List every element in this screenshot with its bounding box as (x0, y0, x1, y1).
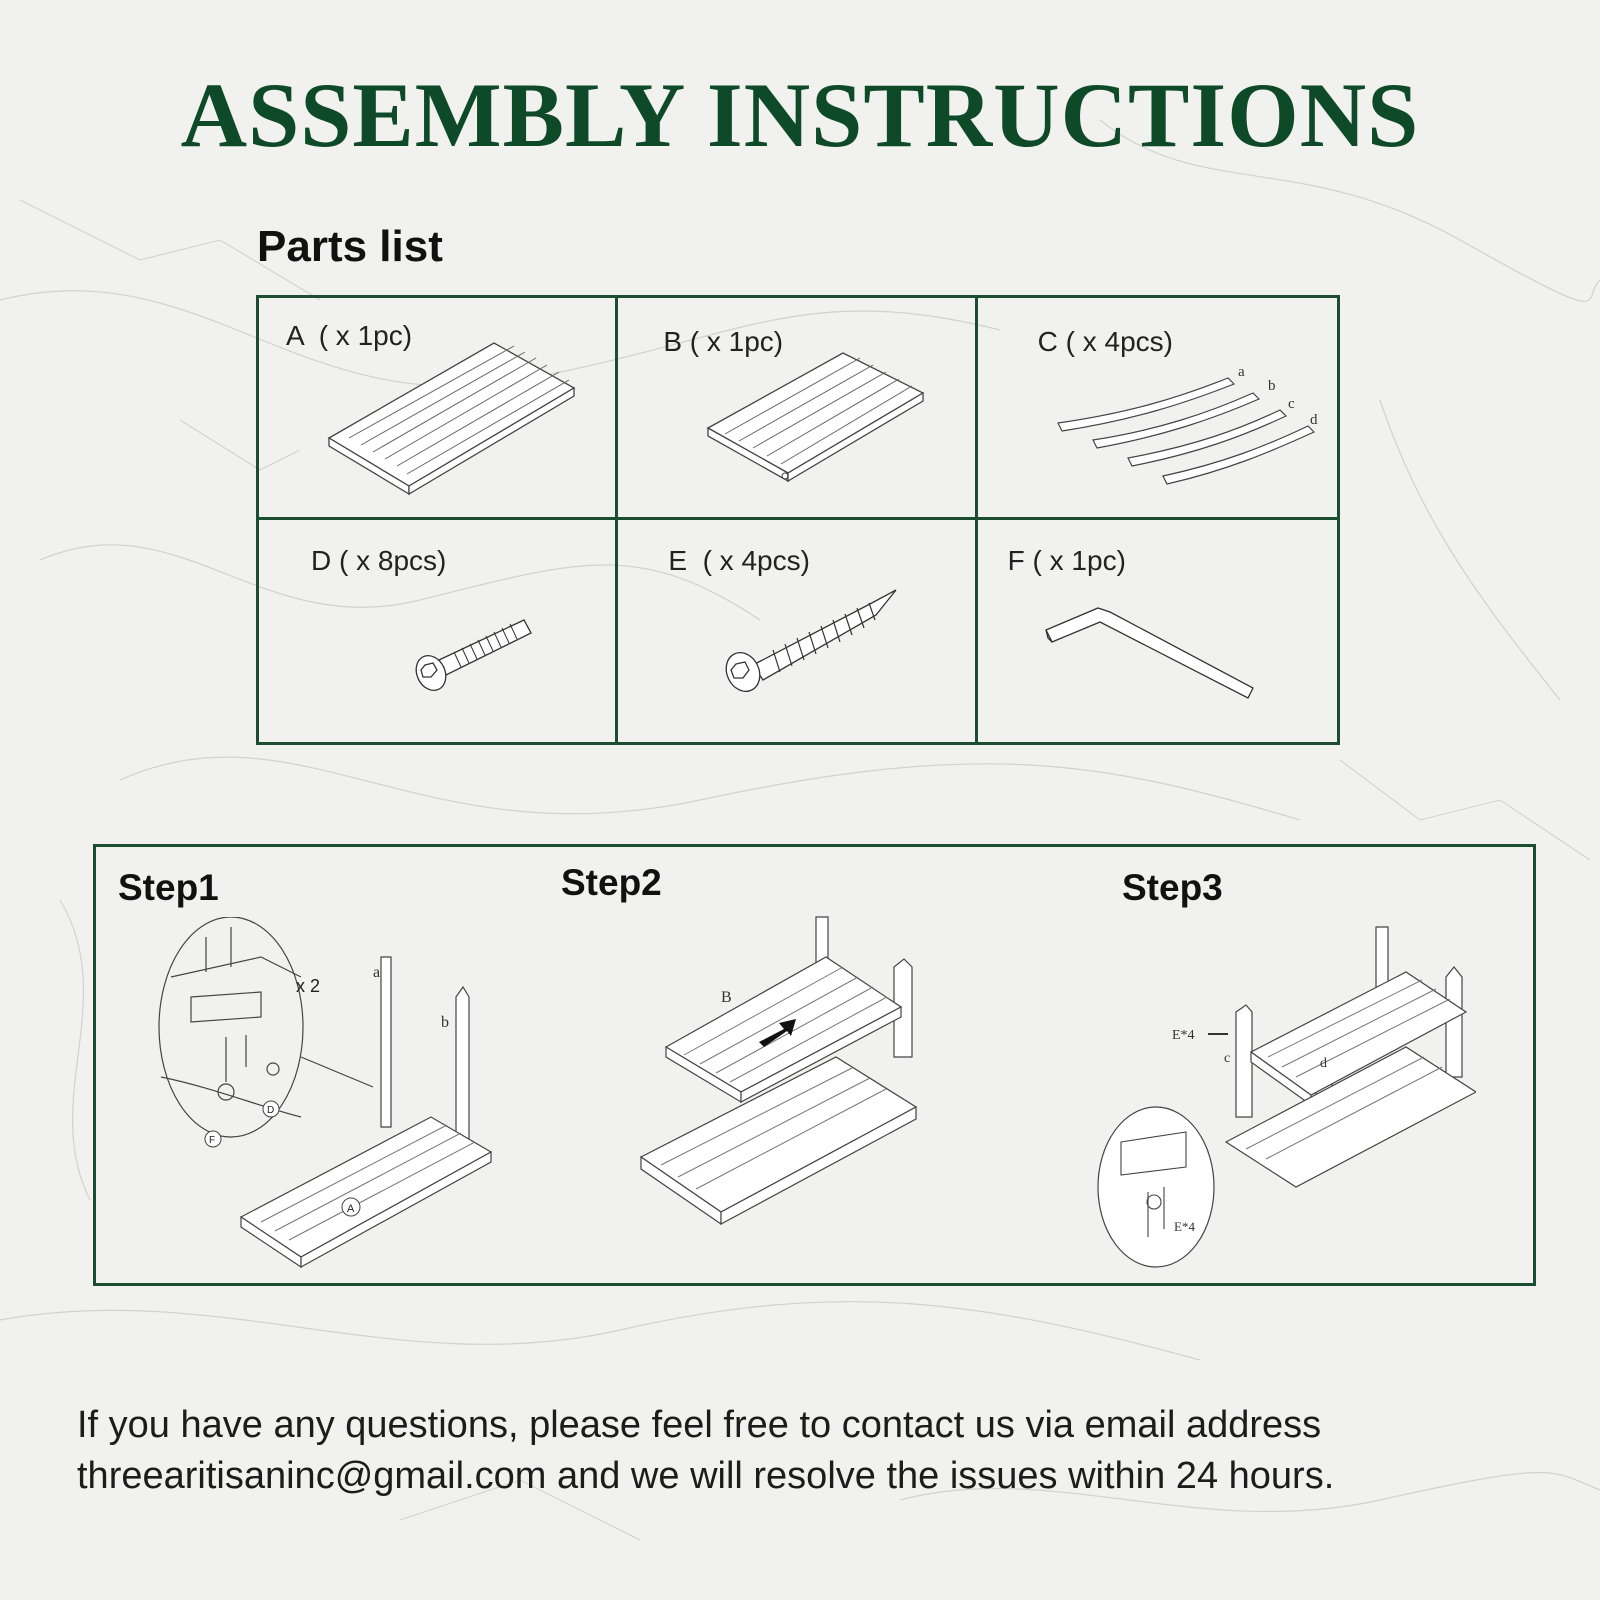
leg-tag-d: d (1309, 412, 1318, 428)
part-d-label: D ( x 8pcs) (311, 545, 447, 576)
step2-title: Step2 (561, 862, 662, 903)
page-title: ASSEMBLY INSTRUCTIONS (180, 64, 1420, 166)
contact-info (77, 1400, 1577, 1502)
part-b-cell (618, 298, 977, 520)
part-c-cell (978, 298, 1337, 520)
contact-line-1: If you have any questions, please feel free to contact us via email address (77, 1404, 1322, 1446)
steps-panel (93, 844, 1536, 1286)
step1-part-f: F (209, 1135, 216, 1146)
leg-tag-c: c (1287, 396, 1295, 412)
part-a-cell (259, 298, 618, 520)
parts-list-grid (256, 295, 1340, 745)
step1-multiplier: x 2 (296, 976, 321, 996)
step3-title: Step3 (1122, 867, 1223, 908)
parts-list-heading: Parts list (257, 222, 443, 271)
contact-line-2: threearitisaninc@gmail.com and we will resolve the issues within 24 hours. (77, 1455, 1335, 1497)
part-e-cell (618, 520, 977, 742)
screw-icon (718, 580, 908, 700)
step1-part-d: D (267, 1105, 275, 1116)
part-b-label: B ( x 1pc) (663, 326, 784, 357)
leg-tag-a: a (1237, 364, 1245, 380)
allen-key-icon (1038, 600, 1268, 710)
shelf-frame-icon (703, 348, 933, 488)
part-e-label: E ( x 4pcs) (668, 545, 810, 576)
step1-leg-b: b (441, 1014, 449, 1031)
step3-screws-left: E*4 (1172, 1028, 1195, 1043)
step2-diagram (636, 907, 936, 1227)
legs-icon (1048, 358, 1328, 488)
step3-diagram (1076, 917, 1476, 1277)
bench-top-frame-icon (319, 338, 589, 508)
step2-part-b: B (721, 989, 732, 1006)
part-c-label: C ( x 4pcs) (1037, 326, 1174, 357)
step1-part-a: A (347, 1203, 355, 1215)
step1-leg-a: a (373, 964, 381, 981)
step3-screws-detail: E*4 (1174, 1219, 1195, 1234)
part-a-label: A ( x 1pc) (286, 320, 413, 351)
step1-title: Step1 (118, 867, 219, 908)
part-d-cell (259, 520, 618, 742)
part-f-label: F ( x 1pc) (1007, 545, 1126, 576)
step3-leg-d: d (1320, 1056, 1327, 1071)
step1-diagram (151, 917, 511, 1277)
bolt-icon (409, 605, 549, 705)
step3-leg-c: c (1224, 1051, 1231, 1066)
leg-tag-b: b (1267, 378, 1276, 394)
part-f-cell (978, 520, 1337, 742)
